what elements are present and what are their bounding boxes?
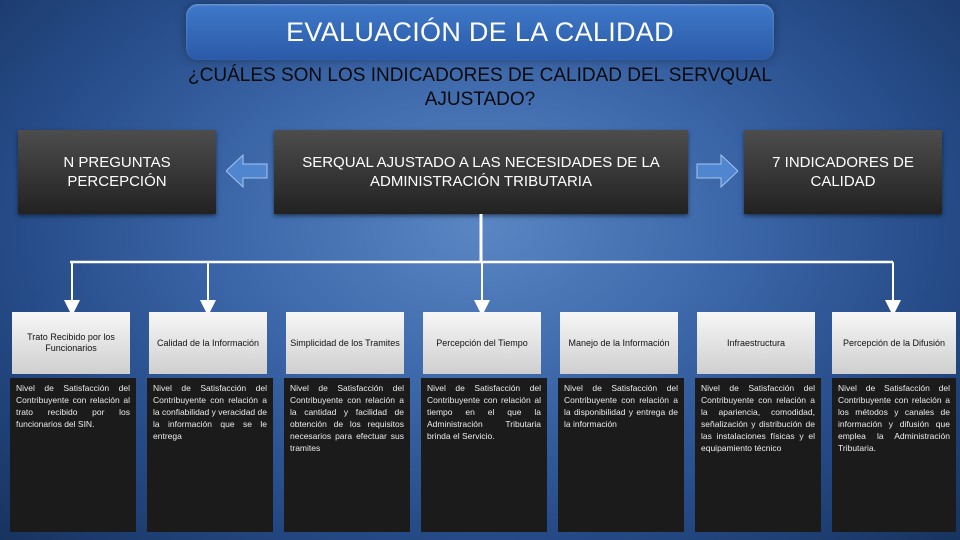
indicator-description-box <box>421 378 547 532</box>
indicator-description: Nivel de Satisfacción del Contribuyente con relación a la apariencia, comodidad, señalización y distribución de las instalaciones físicas y el equipamiento técnico <box>701 383 815 453</box>
indicator-title-box <box>12 312 130 374</box>
indicator-title: Manejo de la Información <box>568 337 670 348</box>
indicator-title-box <box>423 312 541 374</box>
n-preguntas-label: N PREGUNTAS PERCEPCIÓN <box>63 154 171 190</box>
indicator-description: Nivel de Satisfacción del Contribuyente con relación al trato recibido por los funcionarios del SIN. <box>16 383 130 429</box>
indicator-title: Percepción de la Difusión <box>842 337 946 348</box>
indicator-description-box <box>284 378 410 532</box>
indicator-title: Simplicidad de los Tramites <box>290 337 400 348</box>
indicator-description: Nivel de Satisfacción del Contribuyente con relación al tiempo en el que la Administración Tributaria brinda el Servicio. <box>427 383 541 441</box>
indicator-title: Infraestructura <box>726 337 786 348</box>
indicator-description-box <box>147 378 273 532</box>
indicator-title-box <box>286 312 404 374</box>
servqual-label: SERQUAL AJUSTADO A LAS NECESIDADES DE LA ADMINISTRACIÓN TRIBUTARIA <box>302 154 660 190</box>
n-preguntas-box <box>18 130 216 214</box>
indicator-title-box <box>697 312 815 374</box>
indicator-description-box <box>10 378 136 532</box>
right-arrow-icon <box>696 154 738 188</box>
indicadores-label: 7 INDICADORES DE CALIDAD <box>772 154 914 190</box>
indicadores-box <box>744 130 942 214</box>
indicator-description-box <box>832 378 956 532</box>
indicator-title-box <box>832 312 956 374</box>
indicator-description: Nivel de Satisfacción del Contribuyente con relación a la confiabilidad y veracidad de la información que se le entrega <box>153 383 267 441</box>
indicator-title-box <box>149 312 267 374</box>
indicator-description: Nivel de Satisfacción del Contribuyente con relación a la cantidad y facilidad de obtención de los requisitos necesarios para efectuar sus tramites <box>290 383 404 453</box>
indicator-title: Trato Recibido por los Funcionarios <box>27 332 115 353</box>
indicator-title: Percepción del Tiempo <box>436 337 528 348</box>
indicator-description-box <box>558 378 684 532</box>
indicator-title: Calidad de la Información <box>156 337 260 348</box>
indicator-description-box <box>695 378 821 532</box>
indicator-description: Nivel de Satisfacción del Contribuyente con relación a la disponibilidad y entrega de la información <box>564 383 678 429</box>
page-title: EVALUACIÓN DE LA CALIDAD <box>286 16 674 47</box>
title-banner <box>186 4 774 60</box>
page-subtitle: ¿CUÁLES SON LOS INDICADORES DE CALIDAD DEL SERVQUAL AJUSTADO? <box>188 65 772 110</box>
indicator-title-box <box>560 312 678 374</box>
indicator-description: Nivel de Satisfacción del Contribuyente con relación a los métodos y canales de información y difusión que emplea la Administración Tributaria. <box>838 383 950 453</box>
servqual-box <box>274 130 688 214</box>
left-arrow-icon <box>226 154 268 188</box>
